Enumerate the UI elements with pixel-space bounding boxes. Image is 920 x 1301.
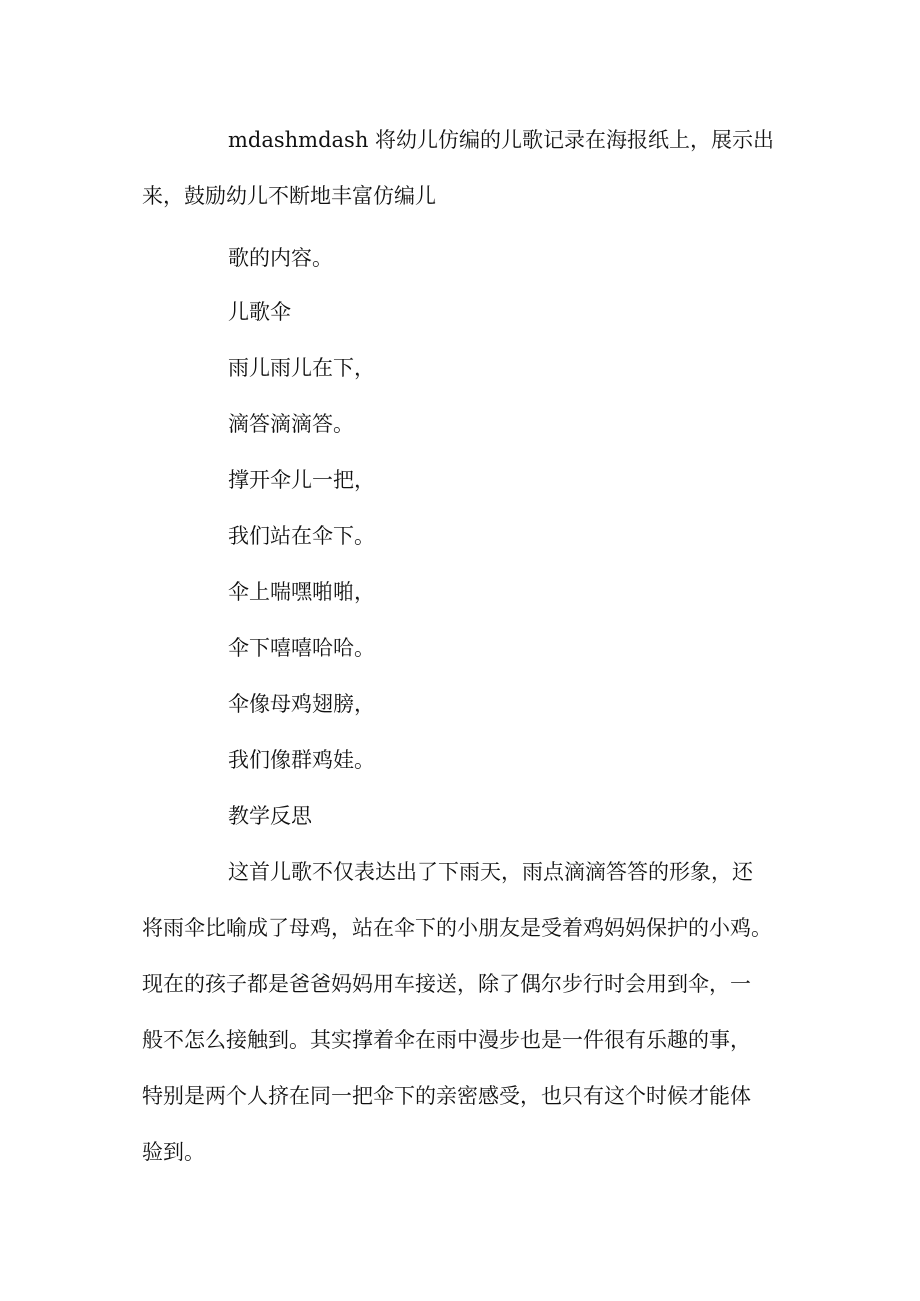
reflection-line: 般不怎么接触到。其实撑着伞在雨中漫步也是一件很有乐趣的事， — [142, 1028, 751, 1052]
reflection-heading: 教学反思 — [228, 804, 312, 828]
song-line: 伞上喘嘿啪啪， — [228, 580, 375, 604]
intro-line-2: 来，鼓励幼儿不断地丰富仿编儿 — [142, 184, 436, 208]
reflection-line: 验到。 — [142, 1140, 205, 1164]
intro-line-1: mdashmdash 将幼儿仿编的儿歌记录在海报纸上，展示出 — [228, 128, 775, 152]
song-title: 儿歌伞 — [228, 300, 291, 324]
reflection-line: 这首儿歌不仅表达出了下雨天，雨点滴滴答答的形象，还 — [228, 860, 753, 884]
reflection-line: 现在的孩子都是爸爸妈妈用车接送，除了偶尔步行时会用到伞，一 — [142, 972, 751, 996]
song-line: 伞像母鸡翅膀， — [228, 692, 375, 716]
song-line: 撑开伞儿一把， — [228, 468, 375, 492]
reflection-line: 将雨伞比喻成了母鸡，站在伞下的小朋友是受着鸡妈妈保护的小鸡。 — [142, 916, 772, 940]
intro-line-3: 歌的内容。 — [228, 246, 333, 270]
song-line: 我们站在伞下。 — [228, 524, 375, 548]
song-line: 我们像群鸡娃。 — [228, 748, 375, 772]
song-line: 伞下嘻嘻哈哈。 — [228, 636, 375, 660]
reflection-line: 特别是两个人挤在同一把伞下的亲密感受，也只有这个时候才能体 — [142, 1084, 751, 1108]
song-line: 滴答滴滴答。 — [228, 412, 354, 436]
song-line: 雨儿雨儿在下， — [228, 356, 375, 380]
